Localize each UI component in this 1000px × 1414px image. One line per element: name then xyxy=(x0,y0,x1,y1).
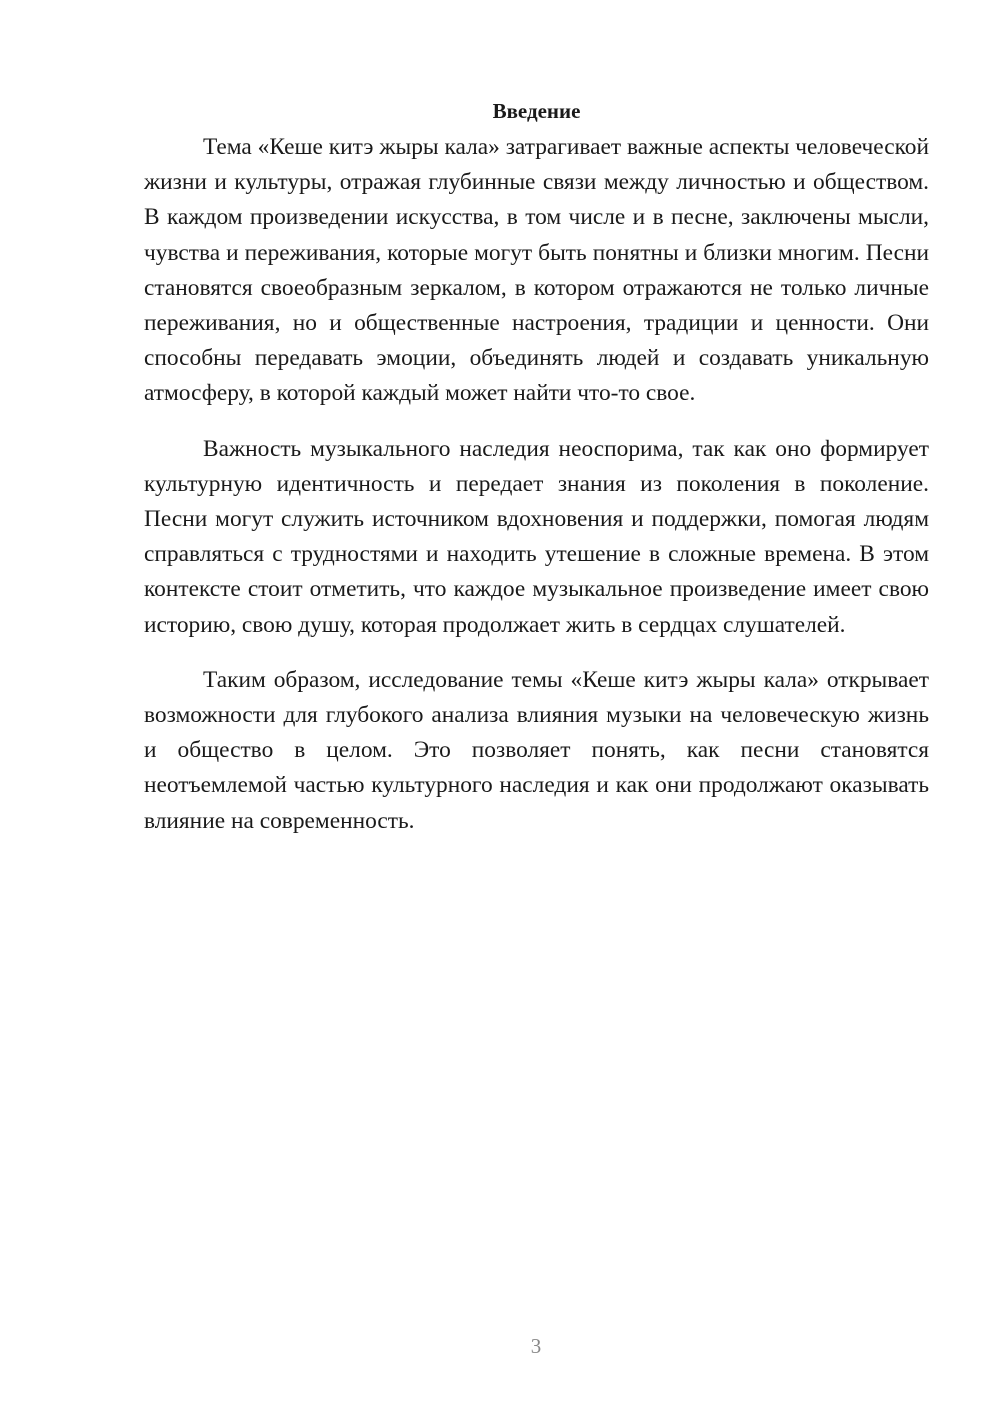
paragraph-1: Тема «Кеше китэ жыры кала» затрагивает важные аспекты человеческой жизни и культуры, отражая глубинные связи между личностью и обществом. В каждом произведении искусства, в том числе и в песне, заключены мысли, чувства и переживания, которые могут быть понятны и близки многим. Песни становятся своеобразным зеркалом, в котором отражаются не только личные переживания, но и общественные настроения, традиции и ценности. Они способны передавать эмоции, объединять людей и создавать уникальную атмосферу, в которой каждый может найти что-то свое. xyxy=(144,134,929,407)
page-content xyxy=(144,94,929,859)
paragraph-2: Важность музыкального наследия неоспорима, так как оно формирует культурную идентичность и передает знания из поколения в поколение. Песни могут служить источником вдохновения и поддержки, помогая людям справляться с трудностями и находить утешение в сложные времена. В этом контексте стоит отметить, что каждое музыкальное произведение имеет свою историю, свою душу, которая продолжает жить в сердцах слушателей. xyxy=(144,435,929,638)
paragraph-3: Таким образом, исследование темы «Кеше китэ жыры кала» открывает возможности для глубокого анализа влияния музыки на человеческую жизнь и общество в целом. Это позволяет понять, как песни становятся неотъемлемой частью культурного наследия и как они продолжают оказывать влияние на современность. xyxy=(144,666,929,834)
page-number: 3 xyxy=(530,1334,542,1358)
section-title: Введение xyxy=(492,99,581,123)
